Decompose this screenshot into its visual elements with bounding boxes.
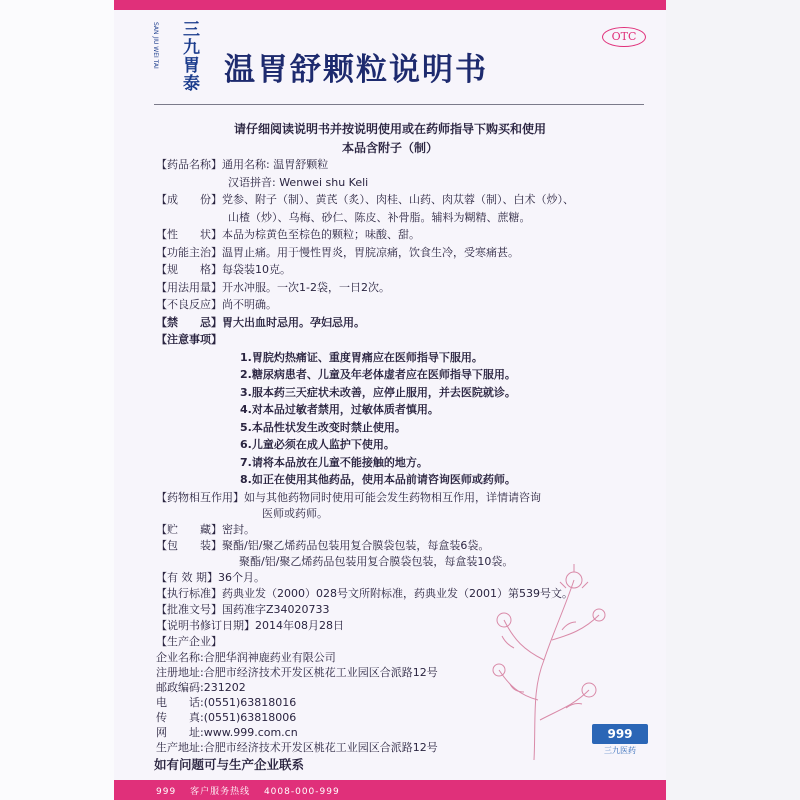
brand-pinyin: SAN JIU WEI TAI: [152, 22, 159, 69]
instruction-leaflet: [114, 0, 666, 800]
field-label: 【包 装】: [156, 538, 222, 552]
company-prod-address: [156, 740, 438, 756]
company-zip: [156, 680, 246, 696]
field-storage: [156, 522, 255, 538]
bottom-brand: 999: [156, 787, 177, 797]
field-label: 【药品名称】: [156, 158, 222, 171]
field-spec: [156, 262, 291, 278]
field-label: 【说明书修订日期】: [156, 618, 255, 632]
field-value: 合肥市经济技术开发区桃花工业园区合派路12号: [203, 665, 438, 679]
background-right: [666, 0, 800, 800]
field-label: 传 真:: [156, 710, 204, 724]
field-validity: [156, 570, 265, 586]
field-value: 合肥市经济技术开发区桃花工业园区合派路12号: [203, 740, 438, 754]
field-value: 温胃止痛。用于慢性胃炎，胃脘凉痛，饮食生冷，受寒痛甚。: [222, 245, 519, 259]
field-value: 231202: [203, 680, 246, 694]
company-name: [156, 650, 336, 666]
caution-item: 8.如正在使用其他药品，使用本品前请咨询医师或药师。: [240, 473, 516, 486]
field-label: 【不良反应】: [156, 298, 222, 311]
document-title: 温胃舒颗粒说明书: [224, 52, 488, 88]
caution-item: 3.服本药三天症状未改善，应停止服用，并去医院就诊。: [240, 385, 516, 399]
field-value: 尚不明确。: [222, 298, 277, 311]
field-adverse: [156, 297, 277, 313]
field-label: 【执行标准】: [156, 586, 222, 600]
field-character: [156, 227, 420, 243]
company-tel: [156, 695, 296, 711]
field-value: www.999.com.cn: [203, 725, 298, 739]
field-label: 【贮 藏】: [156, 522, 222, 536]
notice-line-1: 请仔细阅读说明书并按说明使用或在药师指导下购买和使用: [233, 122, 546, 136]
caution-item: 1.胃脘灼热痛证、重度胃痛应在医师指导下服用。: [240, 350, 483, 364]
field-indication: [156, 245, 519, 261]
contact-footer: 如有问题可与生产企业联系: [154, 756, 305, 772]
bottom-color-bar: [114, 780, 666, 800]
field-ingredients: [156, 192, 574, 208]
field-value: 聚酯/铝/聚乙烯药品包装用复合膜袋包装，每盒装6袋。: [222, 538, 490, 552]
company-web: [156, 725, 298, 741]
field-interaction-cont: 医师或药师。: [262, 506, 328, 520]
field-label: 企业名称:: [156, 650, 204, 664]
field-value: 36个月。: [218, 570, 265, 584]
brand-logo: 三九胃泰: [179, 20, 199, 92]
field-value: 如与其他药物同时使用可能会发生药物相互作用，详情请咨询: [244, 490, 541, 504]
field-cautions-label: 【注意事项】: [156, 333, 222, 346]
field-value: 本品为棕黄色至棕色的颗粒；味酸、甜。: [222, 228, 420, 241]
field-value: 密封。: [222, 522, 255, 536]
field-name-pinyin: 汉语拼音: Wenwei shu Keli: [228, 175, 369, 189]
field-value: (0551)63818016: [203, 695, 297, 709]
company-fax: [156, 710, 296, 726]
field-package-cont: 聚酯/铝/聚乙烯药品包装用复合膜袋包装，每盒装10袋。: [239, 554, 514, 568]
hotline-number: 4008-000-999: [263, 787, 340, 797]
field-label: 网 址:: [156, 725, 204, 739]
caution-item: 7.请将本品放在儿童不能接触的地方。: [240, 455, 428, 469]
field-ingredients-cont: 山楂（炒）、乌梅、砂仁、陈皮、补骨脂。辅料为糊精、蔗糖。: [228, 210, 531, 224]
field-value: 药典业发（2000）028号文所附标准，药典业发（2001）第539号文。: [222, 586, 573, 600]
notice-line-2: 本品含附子（制）: [341, 141, 438, 155]
field-value: 开水冲服。一次1-2袋，一日2次。: [222, 280, 390, 294]
field-value: 每袋装10克。: [222, 263, 291, 276]
caution-item: 4.对本品过敏者禁用，过敏体质者慎用。: [240, 403, 439, 416]
field-interaction: [156, 490, 541, 506]
field-package: [156, 538, 489, 554]
field-value: 胃大出血时忌用。孕妇忌用。: [222, 315, 365, 329]
field-value: 党参、附子（制）、黄芪（炙）、肉桂、山药、肉苁蓉（制）、白术（炒）、: [222, 193, 574, 206]
field-usage: [156, 280, 390, 296]
field-revision-date: [156, 618, 344, 634]
field-value: 国药准字Z34020733: [222, 602, 330, 616]
field-value: 通用名称: 温胃舒颗粒: [222, 158, 329, 171]
field-label: 生产地址:: [156, 740, 204, 754]
field-approval: [156, 602, 330, 618]
field-label: 【批准文号】: [156, 602, 222, 616]
top-color-bar: [114, 0, 666, 10]
field-value: 合肥华润神鹿药业有限公司: [203, 650, 336, 664]
field-label: 【用法用量】: [156, 280, 222, 294]
field-label: 【成 份】: [156, 193, 222, 206]
field-label: 【规 格】: [156, 263, 222, 276]
field-name: [156, 157, 328, 173]
field-manufacturer-label: 【生产企业】: [156, 634, 222, 648]
caution-item: 6.儿童必须在成人监护下使用。: [240, 438, 395, 451]
field-value: 2014年08月28日: [255, 618, 344, 632]
caution-item: 2.糖尿病患者、儿童及年老体虚者应在医师指导下服用。: [240, 368, 516, 381]
field-label: 【有 效 期】: [156, 570, 218, 584]
background-left: [0, 0, 114, 800]
header-divider: [154, 104, 644, 105]
field-label: 邮政编码:: [156, 680, 204, 694]
otc-badge: OTC: [602, 27, 646, 47]
brand-badge-sub: 三九医药: [604, 746, 636, 755]
field-label: 电 话:: [156, 695, 204, 709]
field-label: 【性 状】: [156, 228, 222, 241]
field-label: 注册地址:: [156, 665, 204, 679]
field-label: 【禁 忌】: [156, 315, 222, 329]
company-reg-address: [156, 665, 438, 681]
brand-badge: [592, 724, 648, 758]
field-label: 【功能主治】: [156, 245, 222, 259]
field-contraindication: [156, 315, 365, 331]
brand-badge-mark: 999: [592, 724, 648, 744]
caution-item: 5.本品性状发生改变时禁止使用。: [240, 420, 406, 434]
hotline-label: 客户服务热线: [190, 787, 251, 797]
field-label: 【药物相互作用】: [156, 490, 244, 504]
field-value: (0551)63818006: [203, 710, 297, 724]
